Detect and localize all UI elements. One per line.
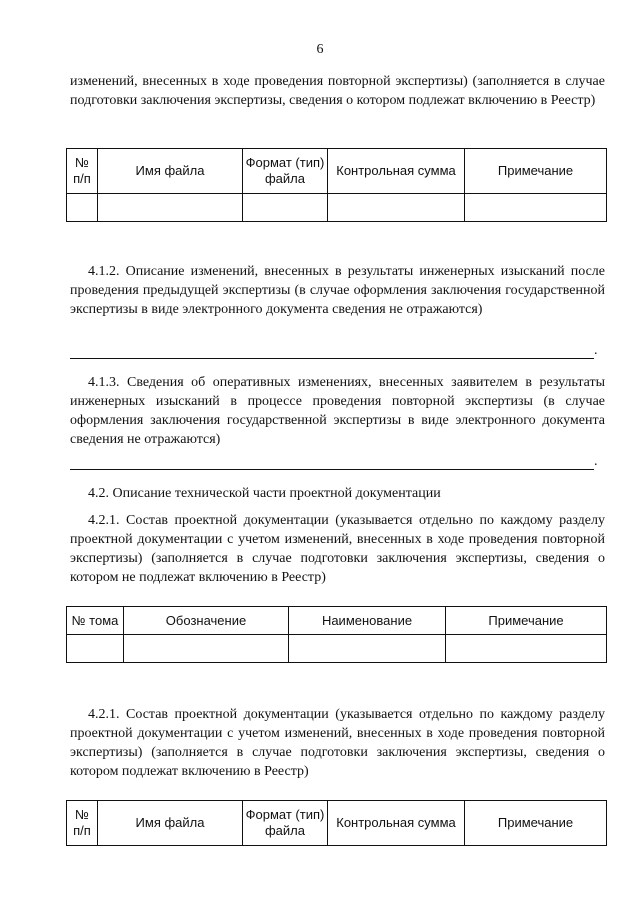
table-cell (446, 635, 607, 663)
fill-line-end: . (594, 454, 598, 469)
files-table-2 (66, 800, 607, 846)
table-cell (328, 194, 465, 222)
col-volume-number: № тома (67, 607, 124, 635)
col-number: № п/п (67, 801, 98, 846)
table-cell (67, 635, 124, 663)
table-cell (67, 194, 98, 222)
col-file-format: Формат (тип) файла (243, 149, 328, 194)
table-row (67, 194, 607, 222)
page-number: 6 (316, 42, 324, 57)
fill-line-end: . (594, 343, 598, 358)
volumes-table (66, 606, 607, 663)
col-checksum: Контрольная сумма (328, 801, 465, 846)
section-4-2-1-b: 4.2.1. Состав проектной документации (указывается отдельно по каждому разделу проектной документации с учетом изменений, внесенных в ходе проведения повторной экспертизы) (заполняется в случае подготовки заключения экспертизы, сведения о котором подлежат включению в Реестр) (70, 707, 605, 779)
col-note: Примечание (446, 607, 607, 635)
table-cell (465, 194, 607, 222)
table-header-row (67, 607, 607, 635)
table-cell (124, 635, 289, 663)
col-checksum: Контрольная сумма (328, 149, 465, 194)
table-cell (243, 194, 328, 222)
col-note: Примечание (465, 801, 607, 846)
section-4-1-3: 4.1.3. Сведения об оперативных изменениях, внесенных заявителем в результаты инженерных изысканий в процессе проведения повторной экспертизы (в случае оформления заключения государственной экспертизы в виде электронного документа сведения не отражаются) (70, 375, 605, 447)
col-name: Наименование (289, 607, 446, 635)
table-row (67, 635, 607, 663)
col-file-format: Формат (тип) файла (243, 801, 328, 846)
fill-line (70, 469, 594, 470)
col-note: Примечание (465, 149, 607, 194)
section-4-1-2: 4.1.2. Описание изменений, внесенных в результаты инженерных изысканий после проведения предыдущей экспертизы (в случае оформления заключения государственной экспертизы в виде электронного документа сведения не отражаются) (70, 264, 605, 317)
table-cell (98, 194, 243, 222)
section-4-2-1-a: 4.2.1. Состав проектной документации (указывается отдельно по каждому разделу проектной документации с учетом изменений, внесенных в ходе проведения повторной экспертизы) (заполняется в случае подготовки заключения экспертизы, сведения о котором не подлежат включению в Реестр) (70, 513, 605, 585)
table-header-row (67, 149, 607, 194)
col-designation: Обозначение (124, 607, 289, 635)
col-file-name: Имя файла (98, 149, 243, 194)
table-header-row (67, 801, 607, 846)
fill-line (70, 358, 594, 359)
intro-paragraph: изменений, внесенных в ходе проведения повторной экспертизы) (заполняется в случае подготовки заключения экспертизы, сведения о котором подлежат включению в Реестр) (70, 74, 605, 108)
col-number: № п/п (67, 149, 98, 194)
col-file-name: Имя файла (98, 801, 243, 846)
table-cell (289, 635, 446, 663)
section-4-2-heading: 4.2. Описание технической части проектной документации (88, 486, 441, 501)
files-table-1 (66, 148, 607, 222)
